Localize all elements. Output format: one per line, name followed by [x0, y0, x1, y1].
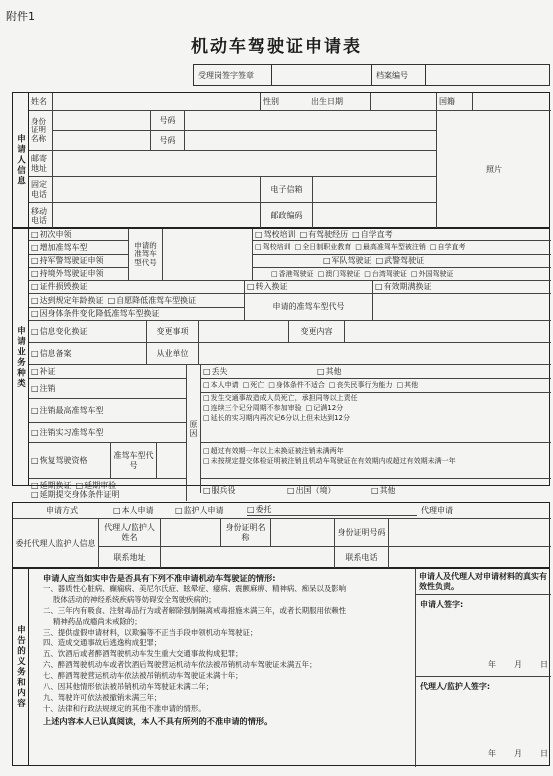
reason-expired[interactable]: □ 超过有效期一年以上未换证被注销未满两年	[201, 443, 551, 455]
delay-health-checkbox[interactable]: □ 延期提交身体条件证明	[29, 488, 187, 501]
declaration-item: 十、法律和行政法规规定的其他不准申请的情形。	[43, 703, 206, 713]
file-no-field[interactable]	[426, 65, 549, 85]
agent-signature-box[interactable]	[416, 677, 551, 767]
info-record-checkbox[interactable]: □ 信息备案	[29, 343, 147, 365]
method-entrust[interactable]: □ 委托	[247, 505, 417, 515]
declaration-intro: 申请人应当如实申告是否具有下列不准申请机动车驾驶证的情形:	[43, 573, 276, 583]
declaration-item: 肢体活动的神经系统疾病等妨碍安全驾驶疾病的；	[53, 594, 216, 604]
military-license-checkbox[interactable]: □ 持军警驾驶证申领	[29, 255, 129, 268]
agent-id-no-label: 身份证明号码	[335, 519, 389, 547]
agent-address-field[interactable]	[161, 547, 335, 569]
birth-date-label: 出生日期	[309, 93, 371, 111]
officer-sign-label: 受理岗签字签章	[194, 65, 272, 85]
agent-info-label: 委托代理人监护人信息	[13, 519, 99, 569]
email-label: 电子信箱	[261, 177, 313, 203]
office-use-header	[193, 64, 550, 86]
age-renew-checkbox[interactable]: □ 达到规定年龄换证	[31, 296, 104, 305]
mobile-field[interactable]	[53, 203, 261, 229]
id-no-1-label: 号码	[151, 111, 185, 131]
reason-other-2[interactable]: □ 其他	[397, 381, 419, 389]
signature-panel	[415, 569, 551, 767]
delay-audit-checkbox[interactable]: □ 延期审验	[76, 481, 117, 490]
transfer-renew-checkbox[interactable]: □ 转入换证	[245, 281, 373, 294]
reason-self[interactable]: □ 本人申请	[203, 381, 239, 389]
foreign-license-checkbox[interactable]: □ 持境外驾驶证申领	[29, 268, 129, 281]
reason-other-3[interactable]: □ 其他	[371, 486, 396, 495]
form-title: 机动车驾驶证申请表	[191, 37, 362, 57]
applicant-section-label: 申请人信息	[15, 133, 26, 187]
restore-class-field[interactable]	[157, 443, 187, 479]
declaration-confirm: 上述内容本人已认真阅读，本人不具有所列的不准申请的情形。	[43, 715, 273, 726]
reason-points-row	[201, 403, 551, 413]
employer-field[interactable]	[199, 343, 551, 365]
id-type-1-field[interactable]	[53, 111, 151, 131]
mail-address-label: 邮寄地址	[29, 151, 53, 177]
agent-id-name-label: 身份证明名称	[221, 519, 271, 547]
reason-lost[interactable]: □ 丢失	[203, 367, 313, 376]
reason-no-audit[interactable]: □ 连续三个记分周期不参加审验	[203, 404, 302, 412]
reason-lost-row	[201, 365, 551, 379]
birth-date-field[interactable]	[371, 93, 437, 111]
declaration-item: 五、饮酒后或者醉酒驾驶机动车发生重大交通事故构成犯罪；	[43, 649, 243, 659]
expired-renew-checkbox[interactable]: □ 有效期满换证	[373, 281, 551, 294]
agent-apply-label: 代理申请	[421, 505, 453, 515]
reason-health-proof[interactable]: □ 未按规定提交体检证明被注销且机动车驾驶证在有效期内或超过有效期未满一年	[201, 455, 551, 479]
health-downgrade-checkbox[interactable]: □ 因身体条件变化降低准驾车型换证	[29, 308, 245, 321]
add-class-checkbox[interactable]: □ 增加准驾车型	[29, 241, 129, 255]
change-item-label: 变更事项	[147, 321, 199, 343]
photo-area	[437, 111, 551, 229]
name-label: 姓名	[29, 93, 53, 111]
first-receive-checkbox[interactable]: □ 初次申领	[29, 229, 129, 241]
landline-label: 固定电话	[29, 177, 53, 203]
reason-label: 原因	[187, 365, 201, 493]
reason-intern-points[interactable]: □ 延长的实习期内再次记6分以上但未达到12分	[201, 413, 551, 443]
file-no-label: 档案编号	[372, 65, 426, 85]
class-code-field[interactable]	[163, 229, 253, 281]
info-change-checkbox[interactable]: □ 信息变化换证	[29, 321, 147, 343]
opt-armed-police[interactable]: □ 武警驾驶证	[376, 256, 425, 265]
declaration-item: 六、醉酒驾驶机动车或者饮酒后驾驶营运机动车依法被吊销机动车驾驶证未满五年；	[43, 660, 317, 670]
declaration-item: 二、三年内有吸食、注射毒品行为或者解除强制隔离戒毒措施未满三年，或者长期服用依赖性	[43, 605, 347, 615]
name-field[interactable]	[53, 93, 261, 111]
reason-delay-row	[201, 479, 551, 503]
id-no-1-field[interactable]	[185, 111, 437, 131]
opt-army[interactable]: □ 军队驾驶证	[323, 256, 372, 265]
reason-12-points[interactable]: □ 记满12分	[306, 404, 344, 412]
apply-method-options	[111, 503, 551, 519]
agent-address-label: 联系地址	[99, 547, 161, 569]
opt-top-cancelled[interactable]: □ 最高准驾车型被注销	[355, 243, 426, 251]
officer-sign-field[interactable]	[272, 65, 372, 85]
agent-name-label: 代理人/监护人姓名	[99, 519, 161, 547]
declaration-item: 一、器质性心脏病、癫痫病、美尼尔氏症、眩晕症、癔病、震颤麻痹、精神病、痴呆以及影响	[43, 584, 347, 594]
applicant-sign-date: 年 月 日	[488, 660, 548, 669]
agent-id-name-field[interactable]	[271, 519, 335, 547]
method-self[interactable]: □ 本人申请	[113, 506, 171, 515]
agent-phone-label: 联系电话	[335, 547, 389, 569]
opt-add-self-study[interactable]: □ 自学直考	[430, 243, 466, 251]
reissue-checkbox[interactable]: □ 补证	[29, 365, 187, 379]
agent-sign-date: 年 月 日	[488, 749, 548, 758]
postcode-field[interactable]	[313, 203, 437, 229]
change-content-field[interactable]	[345, 321, 551, 343]
declaration-item: 七、醉酒驾驶营运机动车依法被吊销机动车驾驶证未满十年；	[43, 671, 243, 681]
declaration-item: 精神药品成瘾尚未戒除的；	[53, 616, 142, 626]
declaration-item: 四、造成交通事故后逃逸构成犯罪；	[43, 638, 162, 648]
reason-death[interactable]: □ 死亡	[243, 381, 265, 389]
agent-sign-label: 代理人/监护人签字:	[420, 682, 491, 691]
gender-label: 性别	[261, 93, 309, 111]
reason-abroad[interactable]: □ 出国（境）	[287, 486, 367, 495]
opt-foreign[interactable]: □ 外国驾驶证	[411, 270, 454, 278]
delay-renew-checkbox[interactable]: □ 延期换证	[31, 481, 72, 490]
declaration-item: 三、提供虚假申请材料，以欺骗等不正当手段申领机动车驾驶证；	[43, 627, 258, 637]
first-receive-options	[253, 229, 551, 241]
business-section-label: 申请业务种类	[15, 325, 26, 389]
damaged-renew-checkbox[interactable]: □ 证件损毁换证	[29, 281, 245, 294]
reason-military[interactable]: □ 服兵役	[203, 486, 283, 495]
applicant-sign-label: 申请人签字:	[420, 600, 464, 609]
declaration-item: 九、驾驶许可依法被撤销未满三年；	[43, 692, 162, 702]
reason-cancel-row	[201, 379, 551, 393]
photo-label: 照片	[486, 165, 502, 175]
postcode-label: 邮政编码	[261, 203, 313, 229]
reason-other-1[interactable]: □ 其他	[317, 367, 342, 376]
opt-vocational[interactable]: □ 全日制职业教育	[295, 243, 352, 251]
opt-school[interactable]: □ 驾校培训	[255, 230, 296, 239]
reason-incapable[interactable]: □ 丧失民事行为能力	[329, 381, 393, 389]
declaration-section	[12, 568, 550, 766]
method-guardian[interactable]: □ 监护人申请	[175, 506, 243, 515]
voluntary-downgrade-checkbox[interactable]: □ 自愿降低准驾车型换证	[108, 296, 197, 305]
agent-id-no-field[interactable]	[389, 519, 551, 547]
reason-unfit[interactable]: □ 身体条件不适合	[268, 381, 325, 389]
opt-macau[interactable]: □ 澳门驾驶证	[318, 270, 361, 278]
nationality-label: 国籍	[437, 93, 473, 111]
foreign-options	[253, 268, 551, 281]
military-options	[253, 255, 551, 268]
applicant-signature-box[interactable]	[416, 595, 551, 677]
cancel-intern-class-checkbox[interactable]: □ 注销实习准驾车型	[29, 423, 187, 443]
pledge-text: 申请人及代理人对申请材料的真实有效性负责。	[416, 569, 551, 595]
opt-taiwan[interactable]: □ 台湾驾驶证	[364, 270, 407, 278]
opt-hongkong[interactable]: □ 香港驾驶证	[271, 270, 314, 278]
email-field[interactable]	[313, 177, 437, 203]
cancel-top-class-checkbox[interactable]: □ 注销最高准驾车型	[29, 399, 187, 423]
change-content-label: 变更内容	[289, 321, 345, 343]
agent-section	[12, 502, 550, 568]
mail-address-field[interactable]	[53, 151, 437, 177]
restore-qualification-checkbox[interactable]: □ 恢复驾驶资格	[29, 443, 111, 479]
add-class-options	[253, 241, 551, 255]
opt-add-school[interactable]: □ 驾校培训	[255, 243, 291, 251]
apply-class-field[interactable]	[373, 294, 551, 321]
apply-method-label: 申请方式	[13, 503, 111, 519]
restore-class-label: 准驾车型代号	[111, 443, 157, 479]
opt-self-study[interactable]: □ 自学直考	[352, 230, 393, 239]
declaration-section-label: 申告的义务和内容	[15, 625, 26, 709]
age-downgrade-row	[29, 294, 245, 308]
applicant-info-section	[12, 92, 550, 228]
agent-name-field[interactable]	[161, 519, 221, 547]
declaration-item: 八、因其他情形依法被吊销机动车驾驶证未满二年；	[43, 681, 213, 691]
agent-phone-field[interactable]	[389, 547, 551, 569]
nationality-field[interactable]	[473, 93, 551, 111]
id-type-2-field[interactable]	[53, 131, 151, 151]
id-label: 身份证明名称	[29, 111, 53, 151]
declaration-text	[43, 572, 413, 727]
id-no-2-label: 号码	[151, 131, 185, 151]
employer-label: 从业单位	[147, 343, 199, 365]
change-item-field[interactable]	[199, 321, 289, 343]
reason-accident[interactable]: □ 发生交通事故造成人员死亡，承担同等以上责任	[201, 393, 551, 403]
id-no-2-field[interactable]	[185, 131, 437, 151]
apply-class-label: 申请的准驾车型代号	[245, 294, 373, 321]
mobile-label: 移动电话	[29, 203, 53, 229]
class-code-label: 申请的准驾车型代号	[129, 229, 163, 281]
attachment-label: 附件1	[6, 10, 35, 23]
landline-field[interactable]	[53, 177, 261, 203]
cancel-checkbox[interactable]: □ 注销	[29, 379, 187, 399]
opt-experience[interactable]: □ 有驾驶经历	[300, 230, 349, 239]
